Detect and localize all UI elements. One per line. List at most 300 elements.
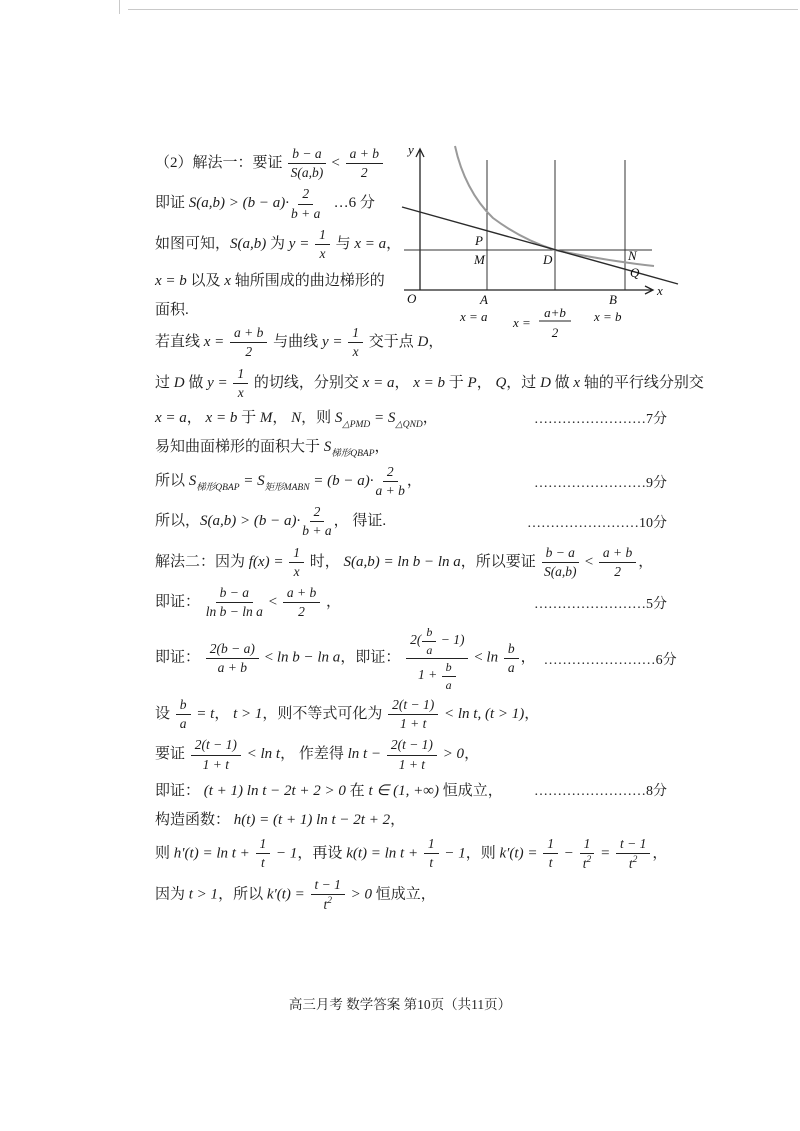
math-token: D [540,374,551,391]
fraction-denominator [429,854,433,871]
math-token: ，即证： [340,650,405,667]
math-token: 2 [302,186,310,202]
fraction [424,836,439,871]
math-token: 时， [305,553,344,570]
math-token: ， [406,473,422,489]
figure-label-mid-prefix: x = [513,315,531,330]
fraction-numerator [348,325,363,343]
math-token: 梯形QBAP [331,448,375,459]
math-token: y = [321,334,347,351]
math-token: 以及 [186,272,225,289]
math-token: ，再设 [297,845,347,862]
fraction-denominator [399,756,425,773]
math-token: ， [322,594,341,611]
math-expression [155,545,653,580]
figure-label-mid-denominator: 2 [551,325,559,340]
math-token: ln t − [347,746,385,763]
fraction-numerator [504,641,519,659]
fraction [283,585,320,620]
math-token: x [573,374,581,391]
fraction-numerator [298,186,313,204]
math-token: 1 [293,544,300,560]
math-token: 1 + [417,667,441,683]
math-token: 轴的平行线分别交 [580,374,704,391]
math-token: ， [524,706,540,723]
figure-label-x-equals-a: x = a [460,309,488,324]
math-token: b + a [302,523,332,539]
fraction-numerator [542,545,579,563]
math-token: x [293,563,300,579]
math-token: 1 + t [400,716,427,732]
math-expression [155,585,341,620]
fraction-denominator [302,522,331,539]
math-token: t [548,855,553,871]
math-token: ln b − ln a [276,650,341,667]
math-expression [155,625,536,692]
math-token: S(a,b) = ln b − ln a [343,553,461,570]
math-token: D [417,334,429,351]
math-token: a + b [349,146,379,161]
fraction-numerator [346,146,383,164]
math-token: 即证 [155,195,189,212]
score-marker: ……………………7分 [534,411,667,427]
fraction-numerator [387,737,437,755]
math-token: 易知曲面梯形的面积大于 [155,438,324,455]
fraction-denominator [353,343,359,360]
math-token: 为 [266,235,289,252]
math-token: ln b − ln a [205,604,263,620]
math-token: x = a [354,235,387,252]
math-token: 即证： [155,783,204,800]
fraction-numerator [230,325,267,343]
math-token: − 1 [440,845,466,862]
fraction [442,660,456,692]
fraction [288,146,325,181]
fraction-denominator [614,563,621,580]
math-token: t [323,897,328,913]
figure-svg [398,142,683,352]
math-token: x = [203,334,229,351]
math-token: S [188,473,197,489]
fraction-numerator [233,366,248,384]
fraction [291,186,320,221]
math-token: 2(b − a) [209,640,255,656]
math-token: ， [394,374,414,391]
page-footer: 高三月考 数学答案 第10页（共11页） [288,997,512,1012]
math-expression [155,464,422,499]
math-token: 设 [155,706,174,723]
math-token: 做 [184,374,208,391]
fraction-numerator [383,464,398,482]
fraction [311,877,345,913]
math-token: ， [386,235,402,252]
math-line [155,545,667,580]
math-token: S(a,b) > (b − a)· [200,513,301,530]
math-token: S(a,b) [230,235,267,252]
scan-artifact-left [119,0,120,14]
fraction-denominator [544,563,577,580]
fraction-denominator [291,205,320,222]
math-token: 2 [360,165,368,181]
math-token: ， 得证. [333,513,387,530]
math-token: 做 [550,374,574,391]
math-token: = S [239,473,265,489]
math-token: k′(t) = [266,886,309,903]
math-token: − [559,845,578,862]
math-token: x = b [155,272,187,289]
fraction-numerator [422,625,436,641]
fraction [206,585,263,620]
math-token: 1 [547,836,554,852]
math-token: 即证： [155,650,204,667]
math-token: 1 + t [398,756,426,772]
math-token: Q [495,374,507,391]
math-token: 轴所围成的曲边梯形的 [230,272,385,289]
fraction-numerator [191,737,241,755]
math-expression [155,435,390,459]
math-token: S [323,438,332,455]
math-token: 2 [386,463,394,479]
fraction-numerator [288,146,325,164]
math-token: 在 [345,783,369,800]
figure-label-x: x [657,283,663,298]
fraction [543,836,558,871]
math-token: 因为 [155,886,189,903]
fraction-numerator [311,877,345,895]
math-token: t [582,855,587,871]
fraction-numerator [256,836,271,854]
figure-label-A: A [480,292,488,307]
math-token: △PMD [342,419,371,430]
math-token: t [261,855,265,871]
fraction [388,697,438,732]
fraction-denominator [629,854,638,872]
math-expression [155,504,386,539]
math-token: 1 [319,226,326,242]
math-expression [155,808,405,829]
math-token: x [319,245,326,261]
math-token: ， [422,409,438,426]
fraction-denominator [549,854,553,871]
math-token: x = a [155,409,187,426]
math-token: 矩形MABN [264,483,310,493]
math-token: ，所以要证 [460,553,540,570]
math-token: ， [476,374,496,391]
math-token: ， [520,650,536,667]
math-token: y = [207,374,232,391]
score-marker: ……………………8分 [534,783,667,799]
math-token: = (b − a)· [309,473,374,489]
math-token: t − 1 [314,877,341,893]
math-expression [155,737,479,772]
math-token: t > 1 [233,706,263,723]
fraction [230,325,267,360]
math-expression [155,298,189,319]
fraction-denominator [206,603,263,620]
fraction-numerator [283,585,320,603]
fraction [580,836,595,872]
figure-label-Q: Q [630,265,640,280]
math-token: S(a,b) [543,563,577,579]
score-marker: ……………………6分 [543,652,677,668]
math-token: 于 [445,374,468,391]
fraction [616,836,650,872]
fraction-numerator [310,504,325,522]
math-token: b − a [292,146,322,161]
math-token: （2）解法一：要证 [155,155,287,172]
fraction-numerator [176,697,191,715]
math-token: = t [192,706,215,723]
math-token: (t + 1) ln t − 2t + 2 > 0 [203,783,346,800]
math-token: 2(t − 1) [390,737,433,753]
math-token: ，则不等式可化为 [262,706,387,723]
math-token: b − a [219,585,250,600]
math-token: − 1 [272,845,298,862]
math-token: ， [428,334,444,351]
math-token: ， [214,706,234,723]
figure-label-M: M [474,252,485,267]
math-token: x [352,344,359,360]
score-marker: ……………………9分 [534,475,667,491]
fraction-denominator [298,603,305,620]
fraction-denominator [261,854,265,871]
math-token: 2 [632,854,638,865]
fraction-numerator [289,545,304,563]
fraction-denominator [319,245,325,262]
math-line [155,836,667,872]
math-token: ， [374,438,390,455]
score-marker: ……………………5分 [534,596,667,612]
math-token: 2( [410,632,422,648]
fraction-numerator [206,641,259,659]
fraction [206,641,259,676]
fraction-numerator [406,625,468,659]
math-token: 所以 [155,473,189,489]
math-token: 恒成立， [438,783,503,800]
math-token: − 1) [437,632,465,648]
math-token: < [327,155,344,172]
math-token: < ln t, (t > 1) [440,706,525,723]
math-line [155,625,677,692]
math-token: h′(t) = ln t + [173,845,254,862]
fraction-denominator [583,854,592,872]
math-token: a + b [602,544,633,560]
fraction [376,464,405,499]
math-line [155,365,704,401]
fraction [406,625,468,692]
math-expression [155,779,503,800]
fraction [542,545,579,580]
figure-label-y: y [408,142,414,157]
fraction [233,366,248,401]
math-token: ln [486,650,502,667]
fraction [387,737,437,772]
math-token: 如图可知， [155,235,231,252]
math-expression [155,186,375,221]
fraction-denominator [291,164,324,181]
math-token: 于 [237,409,260,426]
figure-label-B: B [609,292,617,307]
math-token: = S [370,409,396,426]
math-token: ， [272,409,292,426]
math-token: t − 1 [619,835,647,851]
fraction-denominator [294,563,300,580]
math-token: a + b [217,660,247,676]
fraction [346,146,383,181]
scan-artifact-top [128,9,798,10]
math-line [155,778,667,802]
math-token: 交于点 [364,334,418,351]
math-token: 2 [327,896,332,907]
math-expression [155,406,438,430]
math-token: a [426,642,433,657]
fraction-denominator [323,895,332,913]
fraction [422,625,436,657]
math-line [155,737,667,772]
math-token: a + b [286,585,317,600]
math-token: b [507,640,515,656]
math-token: 2 [586,854,592,865]
math-token: 2 [245,344,253,360]
math-token: k′(t) = [499,845,542,862]
fraction-denominator [203,756,229,773]
math-token: ，所以 [218,886,267,903]
figure-label-N: N [628,248,637,263]
fraction-numerator [442,660,456,676]
math-token: k(t) = ln t + [346,845,422,862]
math-token: D [173,374,185,391]
figure-label-origin: O [407,291,417,306]
math-expression [155,227,401,262]
math-line [155,504,667,539]
math-token: S(a,b) [290,165,324,181]
math-token: h(t) = (t + 1) ln t − 2t + 2 [233,812,391,829]
math-token: 1 [427,836,435,852]
math-token: S [334,409,343,426]
math-token: 2 [298,604,305,620]
math-line [155,464,667,499]
math-token: 1 [583,835,591,851]
fraction [599,545,636,580]
math-token: 2(t − 1) [392,696,435,712]
math-expression [155,877,436,913]
math-token: 1 [237,365,245,381]
math-token: 若直线 [155,334,204,351]
math-token: b − a [545,544,575,560]
math-expression [155,146,385,181]
math-token: a [507,660,515,676]
math-token: 构造函数： [155,812,234,829]
math-expression [155,366,704,401]
math-token: 梯形QBAP [196,483,240,493]
math-token: t [429,855,434,871]
math-token: ， [186,409,206,426]
figure-label-x-equals-b: x = b [594,309,622,324]
math-token: 与曲线 [269,334,322,351]
fraction-denominator [376,482,405,499]
fraction-denominator [361,164,368,181]
math-token: ，则 [465,845,500,862]
math-token: 则 [155,845,174,862]
math-token: b [426,625,433,640]
math-token: t [628,855,633,871]
math-token: < [264,594,281,611]
math-expression [155,697,539,732]
math-token: y = [288,235,314,252]
math-line [155,406,667,430]
math-token: 2 [614,563,621,579]
math-token: x [224,272,231,289]
fraction-denominator [426,642,432,657]
figure-curve-diagram [398,142,683,352]
math-token: ，过 [506,374,541,391]
math-token: x = b [205,409,238,426]
math-token: = [596,845,614,862]
math-token: …6 分 [322,195,375,212]
math-token: 1 + t [202,756,229,772]
math-token: f(x) = [248,553,288,570]
figure-label-D: D [543,252,553,267]
fraction [504,641,519,676]
math-token: > 0 [438,746,465,763]
math-token: ， [638,553,654,570]
fraction-numerator [599,545,636,563]
fraction [302,504,331,539]
fraction-denominator [180,715,187,732]
score-marker: ……………………10分 [527,515,667,531]
fraction-denominator [218,659,247,676]
fraction-denominator [508,659,515,676]
math-token: 解法二：因为 [155,553,249,570]
math-token: b [445,660,452,675]
math-token: N [291,409,302,426]
math-token: a [445,677,452,692]
math-token: 所以， [155,513,201,530]
math-token: 2(t − 1) [194,737,237,753]
math-token: b + a [291,205,321,221]
math-token: ， [390,812,406,829]
fraction [256,836,271,871]
math-token: 面积. [155,301,189,318]
math-expression [155,269,385,290]
math-token: 与 [331,235,355,252]
fraction [315,227,330,262]
math-line [155,877,667,913]
math-token: a + b [375,483,405,499]
math-token: a + b [234,325,264,341]
math-token: < ln t [242,746,281,763]
math-token: 1 [352,325,359,341]
fraction-numerator [315,227,330,245]
fraction-numerator [388,697,438,715]
figure-label-P: P [475,233,483,248]
fraction-numerator [543,836,558,854]
math-token: P [467,374,477,391]
math-token: S(a,b) > (b − a)· [188,195,289,212]
fraction-numerator [580,836,595,854]
math-line [155,697,667,732]
math-token: t > 1 [188,886,219,903]
math-token: > 0 [346,886,373,903]
math-token: < [470,650,487,667]
fraction-numerator [616,836,650,854]
math-token: ， [464,746,480,763]
math-token: ， [652,845,668,862]
fraction [176,697,191,732]
math-token: M [259,409,273,426]
math-token: x [237,384,244,400]
fraction-denominator [400,715,426,732]
